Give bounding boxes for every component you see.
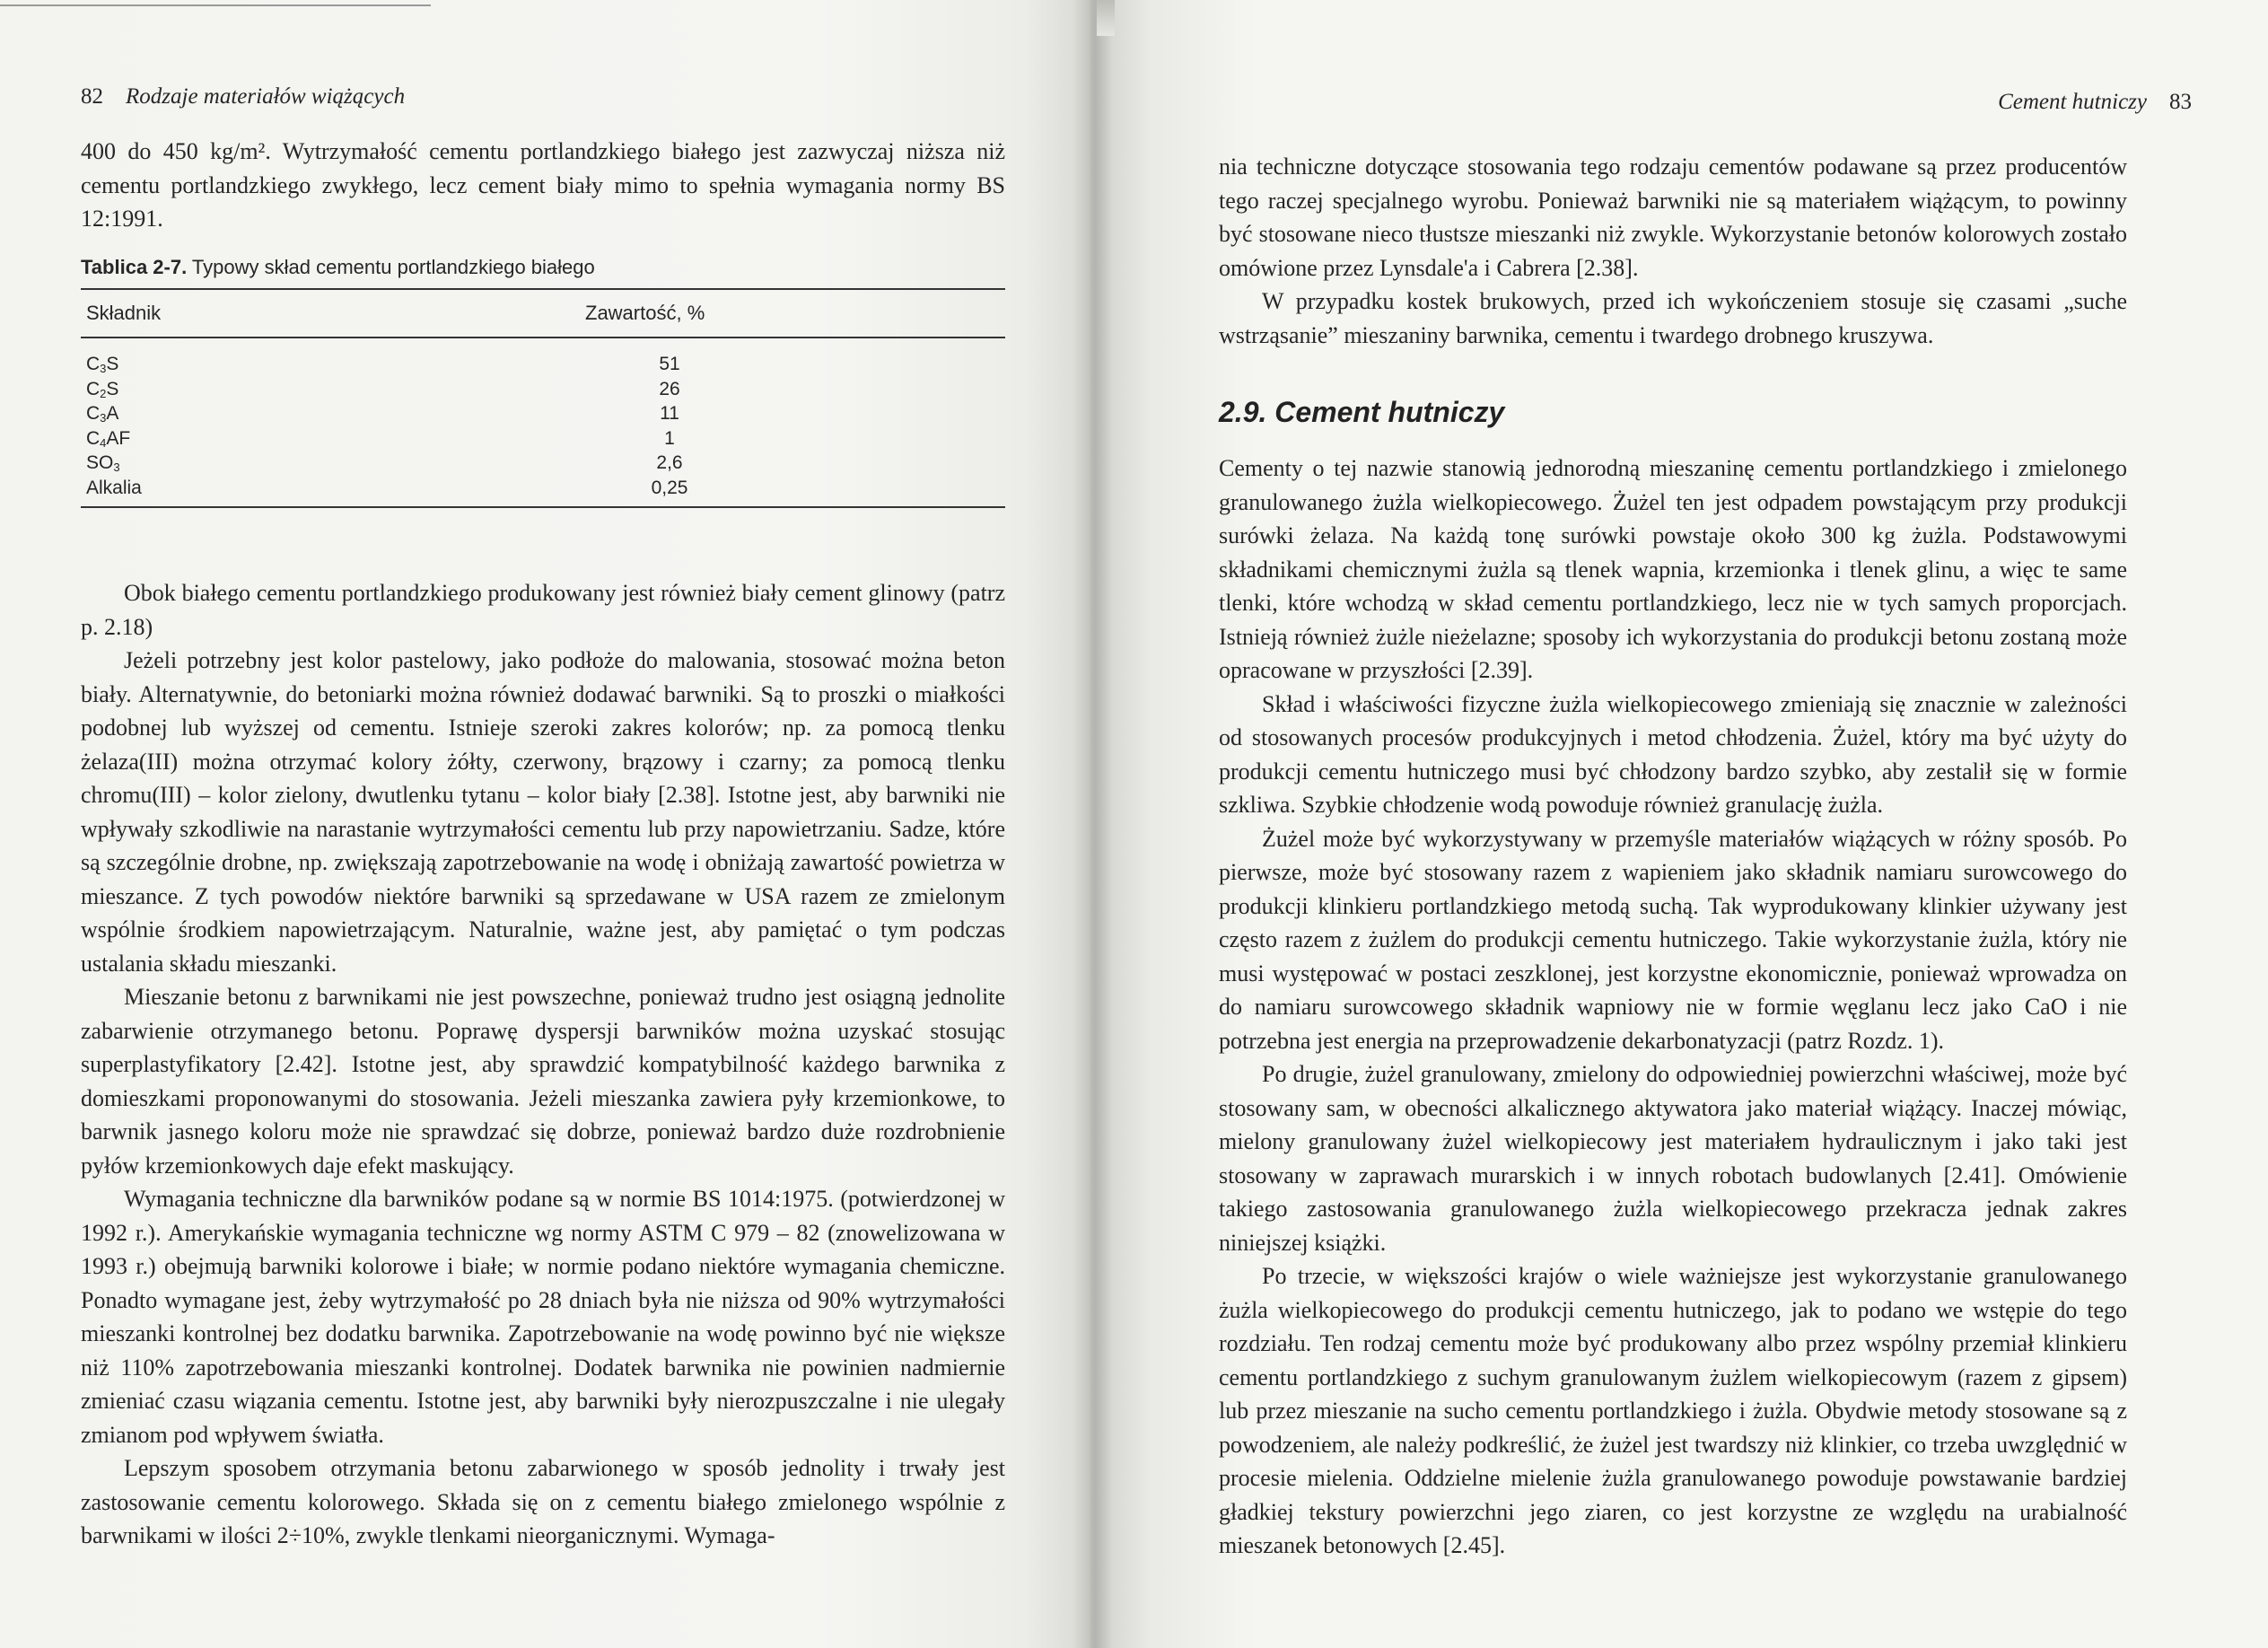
- table-header-component: Składnik: [86, 302, 162, 324]
- body-paragraph: W przypadku kostek brukowych, przed ich wykończeniem stosuje się czasami „suche wstrząsanie” mieszaniny barwnika, cementu i twardego drobnego kruszywa.: [1219, 288, 2127, 348]
- table-cell-component: $C_3S$: [86, 354, 119, 375]
- table-cell-component: $C_2S$: [86, 378, 119, 400]
- body-paragraph: Skład i właściwości fizyczne żużla wielkopiecowego zmieniają się znacznie w zależności od stosowanych procesów produkcyjnych i metod chłodzenia. Żużel, który ma być użyty do produkcji cementu hutniczego musi być chłodzony bardzo szybko, aby zestalił się w formie szkliwa. Szybkie chłodzenie wodą powoduje również granulację żużla.: [1219, 690, 2127, 818]
- table-cell-value: 2,6: [656, 452, 683, 473]
- body-paragraph: Obok białego cementu portlandzkiego produkowany jest również biały cement glinowy (patrz p. 2.18): [81, 580, 1005, 640]
- page-curl: [1097, 0, 1115, 36]
- right-top-text: [1219, 150, 2127, 352]
- table-cell-component: $C_4AF$: [86, 427, 131, 450]
- table-row: [86, 451, 750, 476]
- table-row: [86, 377, 750, 402]
- table-caption: [81, 256, 1005, 279]
- table-cell-component: $SO_3$: [86, 452, 120, 474]
- right-running-head: [1998, 90, 2192, 115]
- right-page-number: 83: [2169, 90, 2192, 114]
- left-intro: [81, 135, 1005, 236]
- subscript: 3: [100, 362, 107, 375]
- table-top-rule: [81, 288, 1005, 290]
- subscript: 3: [113, 460, 120, 474]
- table-caption-label: Tablica 2-7.: [81, 256, 188, 278]
- table-cell-value: 1: [664, 427, 675, 449]
- section-heading: 2.9. Cement hutniczy: [1219, 396, 1505, 428]
- table-row: [86, 476, 750, 501]
- table-caption-text: Typowy skład cementu portlandzkiego białego: [191, 256, 595, 278]
- body-paragraph: Mieszanie betonu z barwnikami nie jest powszechne, ponieważ trudno jest osiągną jednolite zabarwienie otrzymanego betonu. Poprawę dyspersji barwników można uzyskać stosując superplastyfikatory [2.42]. Istotne jest, aby sprawdzić kompatybilność każdego barwnika z domieszkami proponowanymi do stosowania. Jeżeli mieszanka zawiera pyły krzemionkowe, to barwnik jasnego koloru może nie sprawdzać się dobrze, ponieważ bardzo duże rozdrobnienie pyłów krzemionkowych daje efekt maskujący.: [81, 984, 1005, 1179]
- table-cell-value: 51: [659, 354, 680, 374]
- body-paragraph: Po drugie, żużel granulowany, zmielony do odpowiedniej powierzchni właściwej, może być stosowany sam, w obecności alkalicznego aktywatora jako materiał wiążący. Inaczej mówiąc, mielony granulowany żużel wielkopiecowy jest materiałem hydraulicznym i jako taki jest stosowany w zaprawach murarskich i w innych robotach budowlanych [2.41]. Omówienie takiego zastosowania granulowanego żużla wielkopiecowego przekracza jednak zakres niniejszej książki.: [1219, 1061, 2127, 1256]
- book-gutter: [1073, 0, 1113, 1648]
- body-paragraph: Po trzecie, w większości krajów o wiele ważniejsze jest wykorzystanie granulowanego żużla wielkopiecowego do produkcji cementu hutniczego, jak to podano we wstępie do tego rozdziału. Ten rodzaj cementu może być produkowany albo przez wspólny przemiał klinkieru cementu portlandzkiego z suchym granulowanym żużlem wielkopiecowym (razem z gipsem) lub przez mieszanie na sucho cementu portlandzkiego i żużla. Obydwie metody stosowane są z powodzeniem, ale należy podkreślić, że żużel jest twardszy niż klinkier, co trzeba uwzględnić w procesie mielenia. Oddzielne mielenie żużla granulowanego powoduje powstawanie bardziej gładkiej tekstury powierzchni jego ziaren, co jest korzystne ze względu na urabialność mieszanek betonowych [2.45].: [1219, 1263, 2127, 1558]
- top-edge-line: [0, 4, 431, 6]
- subscript: 2: [100, 386, 107, 400]
- left-body-text: [81, 576, 1005, 1553]
- table-row: [86, 401, 750, 426]
- table-body: [86, 352, 750, 500]
- table-row: [86, 426, 750, 451]
- subscript: 3: [100, 411, 107, 425]
- subscript: 4: [100, 435, 107, 450]
- table-bottom-rule: [81, 506, 1005, 508]
- body-paragraph: Jeżeli potrzebny jest kolor pastelowy, jako podłoże do malowania, stosować można beton biały. Alternatywnie, do betoniarki można również dodawać barwniki. Są to proszki o miałkości podobnej lub wyższej od cementu. Istnieje szeroki zakres kolorów; np. za pomocą tlenku żelaza(III) można otrzymać kolory żółty, czerwony, brązowy i czarny; za pomocą tlenku chromu(III) – kolor zielony, dwutlenku tytanu – kolor biały [2.38]. Istotne jest, aby barwniki nie wpływały szkodliwie na narastanie wytrzymałości cementu lub przy napowietrzaniu. Sadze, które są szczególnie drobne, np. zwiększają zapotrzebowanie na wodę i obniżają zawartość powietrza w mieszance. Z tych powodów niektóre barwniki są sprzedawane w USA razem ze zmielonym wspólnie środkiem napowietrzającym. Naturalnie, ważne jest, aby pamiętać o tym podczas ustalania składu mieszanki.: [81, 647, 1005, 977]
- right-body-text: [1219, 451, 2127, 1563]
- body-paragraph: Lepszym sposobem otrzymania betonu zabarwionego w sposób jednolity i trwały jest zastosowanie cementu kolorowego. Składa się on z cementu białego zmielonego wspólnie z barwnikami w ilości 2÷10%, zwykle tlenkami nieorganicznymi. Wymaga-: [81, 1455, 1005, 1548]
- left-page-number: 82: [81, 84, 103, 109]
- table-cell-value: 0,25: [651, 477, 688, 498]
- table-cell-component: Alkalia: [86, 477, 142, 498]
- body-paragraph: Cementy o tej nazwie stanowią jednorodną mieszaninę cementu portlandzkiego i zmielonego granulowanego żużla wielkopiecowego. Żużel ten jest odpadem powstającym przy produkcji surówki żelaza. Na każdą tonę surówki powstaje około 300 kg żużla. Podstawowymi składnikami chemicznymi żużla są tlenek wapnia, krzemionka i tlenek glinu, a więc te same tlenki, które wchodzą w skład cementu portlandzkiego, lecz nie w tych samych proporcjach. Istnieją również żużle nieżelazne; sposoby ich wykorzystania do produkcji betonu zostaną może opracowane w przyszłości [2.39].: [1219, 455, 2127, 683]
- table-cell-value: 26: [659, 378, 680, 399]
- right-running-title: Cement hutniczy: [1998, 90, 2147, 114]
- left-running-title: Rodzaje materiałów wiążących: [126, 84, 406, 109]
- body-paragraph: Wymagania techniczne dla barwników podane są w normie BS 1014:1975. (potwierdzonej w 1992 r.). Amerykańskie wymagania techniczne wg normy ASTM C 979 – 82 (znowelizowana w 1993 r.) obejmują barwniki kolorowe i białe; w normie podano niektóre wymagania chemiczne. Ponadto wymagane jest, żeby wytrzymałość po 28 dniach była nie niższa od 90% wytrzymałości mieszanki kontrolnej bez dodatku barwnika. Zapotrzebowanie na wodę powinno być nie większe niż 110% zapotrzebowania mieszanki kontrolnej. Dodatek barwnika nie powinien nadmiernie zmieniać czasu wiązania cementu. Istotne jest, aby barwniki były nierozpuszczalne i nie ulegały zmianom pod wpływem światła.: [81, 1186, 1005, 1448]
- table-header-content: Zawartość, %: [585, 302, 705, 324]
- table-cell-component: $C_3A$: [86, 403, 119, 425]
- table-cell-value: 11: [660, 403, 679, 424]
- table-row: [86, 352, 750, 377]
- left-running-head: [81, 84, 405, 110]
- intro-paragraph: 400 do 450 kg/m². Wytrzymałość cementu portlandzkiego białego jest zazwyczaj niższa niż cementu portlandzkiego zwykłego, lecz cement biały mimo to spełnia wymagania normy BS 12:1991.: [81, 138, 1005, 232]
- body-paragraph: nia techniczne dotyczące stosowania tego rodzaju cementów podawane są przez producentów tego raczej specjalnego wyrobu. Ponieważ barwniki nie są materiałem wiążącym, to powinny być stosowane nieco tłustsze mieszanki niż zwykle. Wykorzystanie betonów kolorowych zostało omówione przez Lynsdale'a i Cabrera [2.38].: [1219, 153, 2127, 281]
- body-paragraph: Żużel może być wykorzystywany w przemyśle materiałów wiążących w różny sposób. Po pierwsze, może być stosowany razem z wapieniem jako składnik namiaru surowcowego do produkcji klinkieru portlandzkiego metodą suchą. Tak wyprodukowany klinkier używany jest często razem z żużlem do produkcji cementu hutniczego. Takie wykorzystanie żużla, który nie musi występować w postaci zeszklonej, jest korzystne ekonomicznie, ponieważ wprowadza on do namiaru surowcowego składnik wapniowy nie w formie węglanu lecz jako CaO i nie potrzebna jest energia na przeprowadzenie dekarbonatyzacji (patrz Rozdz. 1).: [1219, 825, 2127, 1054]
- table-header-rule: [81, 337, 1005, 338]
